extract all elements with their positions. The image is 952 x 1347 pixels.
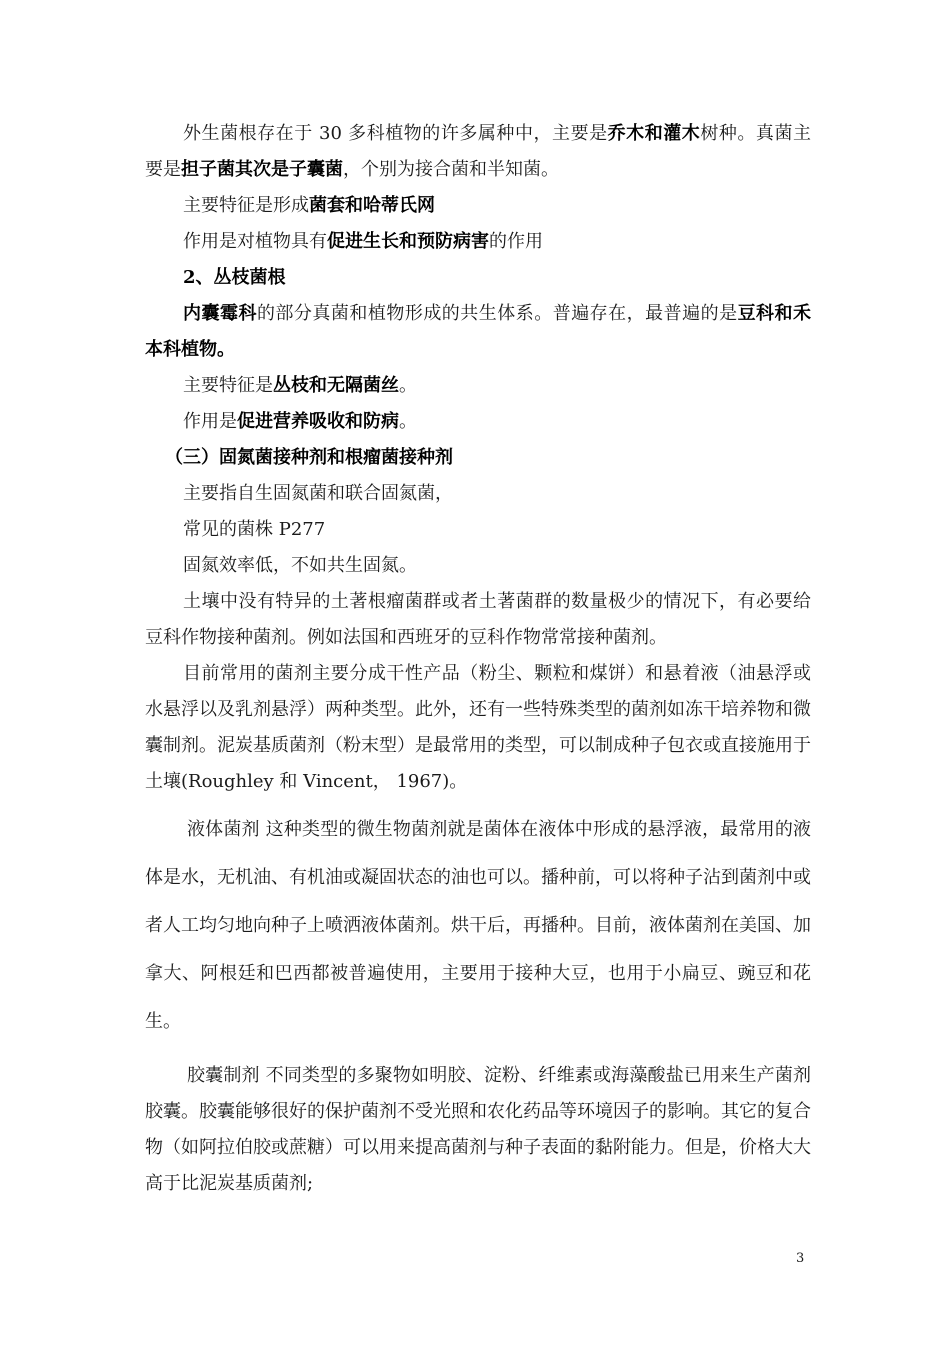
bold-term: 担子菌其次是子囊菌 <box>181 159 343 180</box>
paragraph-free-living: 主要指自生固氮菌和联合固氮菌， <box>183 483 453 504</box>
paragraph-capsule-inoculant: 胶囊制剂 不同类型的多聚物如明胶、淀粉、纤维素或海藻酸盐已用来生产菌剂胶囊。胶囊能够很好的保护菌剂不受光照和农化药品等环境因子的影响。其它的复合物（如阿拉伯胶或蔗糖）可以用来提高菌剂与种子表面的黏附能力。但是，价格大大高于比泥炭基质菌剂; <box>145 1065 811 1194</box>
paragraph-main-feature-1: 主要特征是形成菌套和哈蒂氏网 <box>183 195 435 216</box>
paragraph-main-feature-2: 主要特征是丛枝和无隔菌丝。 <box>183 375 417 396</box>
bold-term: 内囊霉科 <box>183 303 257 324</box>
bold-term: 丛枝和无隔菌丝 <box>273 375 399 396</box>
heading-section-three: （三）固氮菌接种剂和根瘤菌接种剂 <box>165 447 453 468</box>
paragraph-liquid-inoculant: 液体菌剂 这种类型的微生物菌剂就是菌体在液体中形成的悬浮液，最常用的液体是水，无机油、有机油或凝固状态的油也可以。播种前，可以将种子沾到菌剂中或者人工均匀地向种子上喷洒液体菌剂。烘干后，再播种。目前，液体菌剂在美国、加拿大、阿根廷和巴西都被普遍使用，主要用于接种大豆，也用于小扁豆、豌豆和花生。 <box>145 819 811 1032</box>
paragraph-inoculant-types: 目前常用的菌剂主要分成干性产品（粉尘、颗粒和煤饼）和悬着液（油悬浮或水悬浮以及乳剂悬浮）两种类型。此外，还有一些特殊类型的菌剂如冻干培养物和微囊制剂。泥炭基质菌剂（粉末型）是最常用的类型，可以制成种子包衣或直接施用于土壤(Roughley 和 Vincent， 1967)。 <box>145 663 811 792</box>
paragraph-ectomycorrhiza: 外生菌根存在于 30 多科植物的许多属种中，主要是乔木和灌木树种。真菌主要是担子菌其次是子囊菌，个别为接合菌和半知菌。 <box>145 123 812 180</box>
bold-term: 菌套和哈蒂氏网 <box>309 195 435 216</box>
bold-term: 豆科和禾本科植物。 <box>145 303 812 360</box>
paragraph-soil-inoculation: 土壤中没有特异的土著根瘤菌群或者土著菌群的数量极少的情况下，有必要给豆科作物接种菌剂。例如法国和西班牙的豆科作物常常接种菌剂。 <box>145 591 811 648</box>
bold-term: 促进营养吸收和防病 <box>237 411 399 432</box>
bold-term: 乔木和灌木 <box>607 123 701 144</box>
page-body <box>145 116 811 1202</box>
heading-arbuscular-mycorrhiza: 2、丛枝菌根 <box>183 267 286 288</box>
paragraph-function-2: 作用是促进营养吸收和防病。 <box>183 411 417 432</box>
paragraph-function-1: 作用是对植物具有促进生长和预防病害的作用 <box>183 231 543 252</box>
paragraph-efficiency: 固氮效率低，不如共生固氮。 <box>183 555 417 576</box>
page-number: 3 <box>796 1251 805 1266</box>
bold-term: 促进生长和预防病害 <box>327 231 489 252</box>
paragraph-glomeraceae: 内囊霉科的部分真菌和植物形成的共生体系。普遍存在，最普遍的是豆科和禾本科植物。 <box>145 303 812 360</box>
paragraph-strain: 常见的菌株 P277 <box>183 519 326 540</box>
